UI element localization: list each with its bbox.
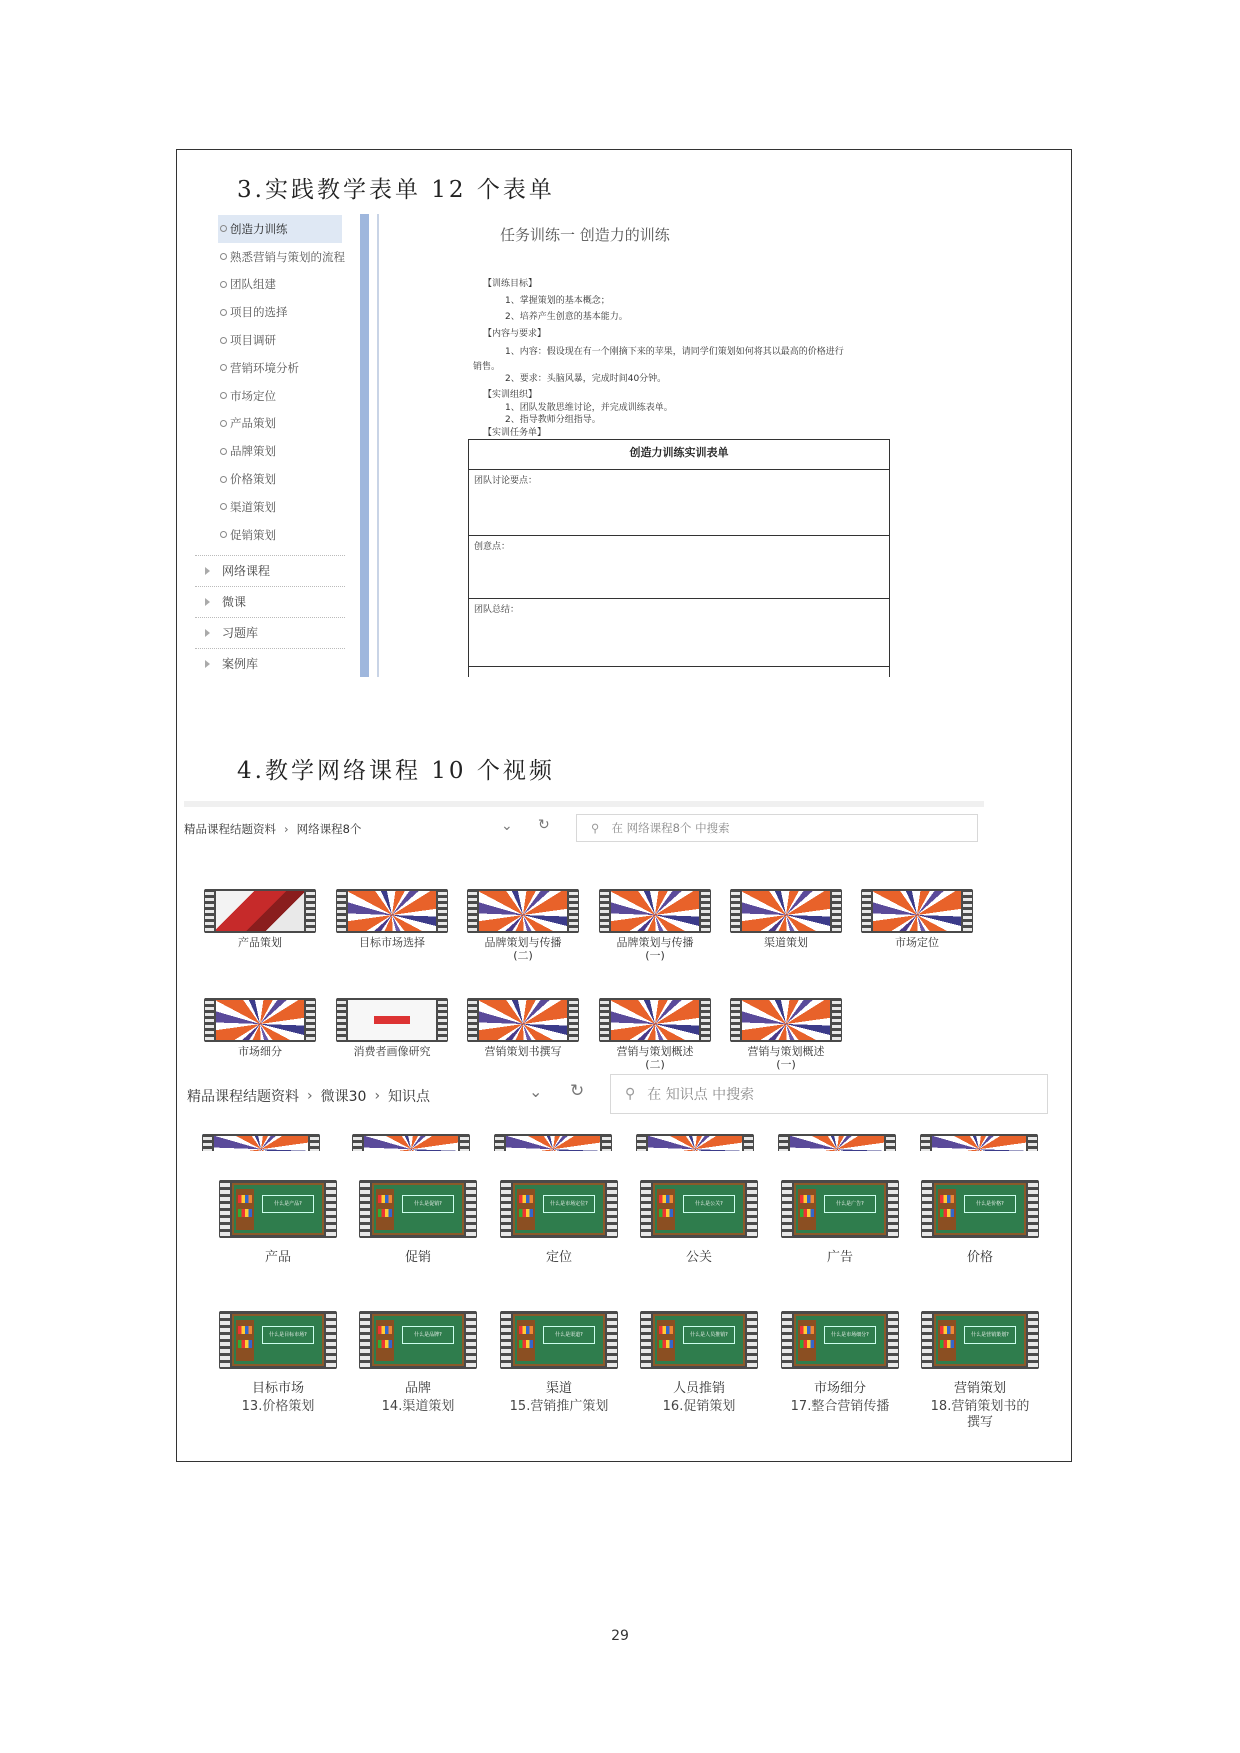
micro-lecture-video[interactable] xyxy=(359,1180,477,1265)
chalkboard-video-icon xyxy=(500,1311,618,1369)
video-thumbnail-partial[interactable] xyxy=(778,1134,896,1151)
video-label xyxy=(861,936,973,949)
video-file[interactable] xyxy=(730,998,842,1071)
bullet-icon xyxy=(220,392,227,399)
refresh-icon[interactable]: ↻ xyxy=(570,1081,585,1101)
video-label xyxy=(336,936,448,949)
sidebar-scrollbar[interactable] xyxy=(360,214,369,677)
breadcrumb-item[interactable]: 精品课程结题资料 xyxy=(187,1089,299,1105)
breadcrumb xyxy=(187,1086,430,1106)
form-row: 团队总结： xyxy=(469,598,889,666)
chalkboard-text: 什么是产品? xyxy=(262,1195,314,1213)
micro-lecture-video[interactable] xyxy=(500,1311,618,1396)
video-label-clipped: 14.渠道策划 xyxy=(381,1399,455,1414)
chalkboard-text: 什么是市场细分? xyxy=(824,1326,876,1344)
chalkboard-video-icon xyxy=(781,1311,899,1369)
sidebar-section-label: 习题库 xyxy=(222,626,259,641)
video-label-clipped: 17.整合营销传播 xyxy=(790,1399,890,1414)
video-label-clipped: 18.营销策划书的 xyxy=(930,1399,1030,1414)
micro-lecture-video[interactable] xyxy=(640,1180,758,1265)
sidebar-item[interactable] xyxy=(190,465,370,493)
video-thumbnail-icon xyxy=(204,889,316,933)
doc-line: 【内容与要求】 xyxy=(483,329,547,339)
expand-triangle-icon xyxy=(205,660,210,668)
video-file[interactable] xyxy=(730,889,842,949)
video-label xyxy=(467,1045,579,1058)
form-title: 创造力训练实训表单 xyxy=(629,446,729,459)
video-title: 营销与策划概述 xyxy=(747,1045,825,1058)
video-label: 公关 xyxy=(685,1250,712,1265)
bullet-icon xyxy=(220,476,227,483)
chalkboard-video-icon xyxy=(921,1311,1039,1369)
chalkboard-video-icon xyxy=(640,1180,758,1238)
sidebar-item[interactable] xyxy=(218,215,342,243)
sidebar-item-label: 熟悉营销与策划的流程 xyxy=(230,249,345,264)
video-thumbnail-partial[interactable] xyxy=(352,1134,470,1151)
sidebar-item-label: 项目调研 xyxy=(230,333,276,348)
breadcrumb-item[interactable]: 网络课程8个 xyxy=(296,822,362,836)
breadcrumb-item[interactable]: 知识点 xyxy=(388,1089,431,1105)
search-placeholder: 在 网络课程8个 中搜索 xyxy=(611,821,730,835)
chevron-down-icon[interactable]: ⌄ xyxy=(529,1082,543,1101)
video-title: 营销与策划概述 xyxy=(616,1045,694,1058)
video-file[interactable] xyxy=(467,998,579,1058)
sidebar-item[interactable] xyxy=(190,493,370,521)
video-label xyxy=(599,936,711,962)
chevron-down-icon[interactable]: ⌄ xyxy=(501,818,513,834)
video-file[interactable] xyxy=(599,889,711,962)
doc-line: 2、培养产生创意的基本能力。 xyxy=(505,312,628,322)
video-subtitle: (一) xyxy=(645,949,665,962)
micro-lecture-video[interactable] xyxy=(219,1311,337,1396)
course-sidebar xyxy=(190,215,370,679)
micro-lecture-video[interactable] xyxy=(640,1311,758,1396)
expand-triangle-icon xyxy=(205,598,210,606)
chalkboard-video-icon xyxy=(640,1311,758,1369)
video-label xyxy=(730,936,842,949)
video-thumbnail-icon xyxy=(204,998,316,1042)
video-label: 营销策划 xyxy=(953,1381,1006,1396)
video-label-clipped: 撰写 xyxy=(966,1415,993,1430)
video-label: 目标市场 xyxy=(251,1381,304,1396)
chalkboard-text: 什么是促销? xyxy=(402,1195,454,1213)
video-label: 产品 xyxy=(264,1250,291,1265)
training-form xyxy=(468,439,890,677)
doc-line: 1、掌握策划的基本概念； xyxy=(505,296,610,306)
micro-lecture-video[interactable] xyxy=(781,1180,899,1265)
video-thumbnail-icon xyxy=(730,998,842,1042)
chalkboard-text: 什么是人员推销? xyxy=(683,1326,735,1344)
video-subtitle: (一) xyxy=(776,1058,796,1071)
search-icon: ⚲ xyxy=(591,821,600,835)
video-thumbnail-partial[interactable] xyxy=(494,1134,612,1151)
sidebar-item[interactable] xyxy=(190,410,370,438)
search-input[interactable] xyxy=(576,814,978,842)
breadcrumb-item[interactable]: 精品课程结题资料 xyxy=(184,822,276,836)
video-file[interactable] xyxy=(336,889,448,949)
video-label: 广告 xyxy=(826,1250,853,1265)
expand-triangle-icon xyxy=(205,567,210,575)
video-title: 渠道策划 xyxy=(764,936,808,949)
form-row: 创意点： xyxy=(469,535,889,598)
micro-lecture-video[interactable] xyxy=(921,1311,1039,1396)
chalkboard-text: 什么是价格? xyxy=(964,1195,1016,1213)
sidebar-section[interactable] xyxy=(195,648,345,679)
video-title: 市场细分 xyxy=(238,1045,282,1058)
sidebar-item-label: 创造力训练 xyxy=(230,221,288,236)
bullet-icon xyxy=(220,253,227,260)
form-row: 团队讨论要点： xyxy=(469,469,889,535)
bullet-icon xyxy=(220,420,227,427)
video-label: 渠道 xyxy=(545,1381,572,1396)
video-label xyxy=(204,1045,316,1058)
doc-line: 2、要求：头脑风暴，完成时间40分钟。 xyxy=(505,374,667,384)
video-label xyxy=(467,936,579,962)
sidebar-item[interactable] xyxy=(190,354,370,382)
micro-lecture-video[interactable] xyxy=(219,1180,337,1265)
video-subtitle: (二) xyxy=(645,1058,665,1071)
bullet-icon xyxy=(220,448,227,455)
video-file[interactable] xyxy=(599,998,711,1071)
video-thumbnail-icon xyxy=(336,998,448,1042)
sidebar-item-label: 促销策划 xyxy=(230,527,276,542)
sidebar-item-label: 项目的选择 xyxy=(230,305,288,320)
doc-line: 【训练目标】 xyxy=(483,279,538,289)
chalkboard-video-icon xyxy=(500,1180,618,1238)
doc-line: 1、团队发散思维讨论，并完成训练表单。 xyxy=(505,403,673,413)
bullet-icon xyxy=(220,364,227,371)
refresh-icon[interactable]: ↻ xyxy=(538,817,550,833)
divider xyxy=(377,214,379,677)
chevron-right-icon: › xyxy=(307,1088,313,1104)
chalkboard-text: 什么是市场定位? xyxy=(543,1195,595,1213)
sidebar-item-label: 品牌策划 xyxy=(230,444,276,459)
video-label xyxy=(599,1045,711,1071)
bullet-icon xyxy=(220,503,227,510)
sidebar-item-label: 团队组建 xyxy=(230,277,276,292)
video-file[interactable] xyxy=(204,998,316,1058)
chalkboard-text: 什么是渠道? xyxy=(543,1326,595,1344)
video-file[interactable] xyxy=(204,889,316,949)
explorer-toolbar-strip xyxy=(184,801,984,807)
chalkboard-video-icon xyxy=(359,1180,477,1238)
video-label: 品牌 xyxy=(404,1381,431,1396)
doc-line: 【实训任务单】 xyxy=(483,428,547,438)
video-label: 价格 xyxy=(966,1250,993,1265)
chalkboard-text: 什么是品牌? xyxy=(402,1326,454,1344)
sidebar-item-label: 营销环境分析 xyxy=(230,360,299,375)
video-thumbnail-icon xyxy=(861,889,973,933)
video-thumbnail-icon xyxy=(730,889,842,933)
video-file[interactable] xyxy=(467,889,579,962)
video-file[interactable] xyxy=(861,889,973,949)
micro-lecture-video[interactable] xyxy=(781,1311,899,1396)
section3-title: 3.实践教学表单 12 个表单 xyxy=(237,177,555,203)
chevron-right-icon: › xyxy=(284,822,289,836)
video-title: 品牌策划与传播 xyxy=(616,936,694,949)
micro-lecture-video[interactable] xyxy=(921,1180,1039,1265)
sidebar-section[interactable] xyxy=(195,617,345,648)
expand-triangle-icon xyxy=(205,629,210,637)
search-placeholder: 在 知识点 中搜索 xyxy=(647,1087,755,1103)
video-label: 人员推销 xyxy=(672,1381,725,1396)
bullet-icon xyxy=(220,531,227,538)
bullet-icon xyxy=(220,337,227,344)
sidebar-item[interactable] xyxy=(190,521,370,549)
micro-lecture-video[interactable] xyxy=(500,1180,618,1265)
video-title: 消费者画像研究 xyxy=(353,1045,431,1058)
breadcrumb-item[interactable]: 微课30 xyxy=(320,1089,367,1105)
doc-title: 任务训练一 创造力的训练 xyxy=(500,226,670,244)
sidebar-item-label: 渠道策划 xyxy=(230,499,276,514)
video-title: 目标市场选择 xyxy=(359,936,425,949)
video-label: 市场细分 xyxy=(813,1381,866,1396)
sidebar-item[interactable] xyxy=(190,326,370,354)
video-subtitle: (二) xyxy=(513,949,533,962)
sidebar-section[interactable] xyxy=(195,586,345,617)
page-number: 29 xyxy=(611,1628,629,1644)
doc-line: 2、指导教师分组指导。 xyxy=(505,415,601,425)
doc-line: 1、内容：假设现在有一个刚摘下来的苹果，请同学们策划如何将其以最高的价格进行 xyxy=(505,347,844,357)
video-title: 市场定位 xyxy=(895,936,939,949)
video-label: 定位 xyxy=(545,1250,572,1265)
video-label-clipped: 13.价格策划 xyxy=(241,1399,315,1414)
sidebar-section-label: 网络课程 xyxy=(222,564,271,579)
video-label xyxy=(204,936,316,949)
micro-lecture-video[interactable] xyxy=(359,1311,477,1396)
sidebar-item[interactable] xyxy=(190,271,370,299)
video-thumbnail-partial[interactable] xyxy=(636,1134,754,1151)
sidebar-item[interactable] xyxy=(190,243,370,271)
chalkboard-text: 什么是营销策划? xyxy=(964,1326,1016,1344)
chevron-right-icon: › xyxy=(374,1088,381,1104)
video-label xyxy=(336,1045,448,1058)
video-label: 促销 xyxy=(404,1250,431,1265)
video-label-clipped: 16.促销策划 xyxy=(662,1399,736,1414)
chalkboard-video-icon xyxy=(359,1311,477,1369)
sidebar-item-label: 价格策划 xyxy=(230,472,276,487)
doc-line: 销售。 xyxy=(473,362,501,372)
form-row xyxy=(469,666,889,678)
video-thumbnail-icon xyxy=(599,889,711,933)
search-input[interactable] xyxy=(610,1074,1048,1114)
sidebar-item-label: 产品策划 xyxy=(230,416,276,431)
section4-title: 4.教学网络课程 10 个视频 xyxy=(237,758,555,784)
sidebar-item[interactable] xyxy=(190,382,370,410)
video-thumbnail-icon xyxy=(467,998,579,1042)
video-file[interactable] xyxy=(336,998,448,1058)
chalkboard-video-icon xyxy=(219,1311,337,1369)
bullet-icon xyxy=(220,281,227,288)
sidebar-section-label: 微课 xyxy=(222,595,247,610)
video-title: 营销策划书撰写 xyxy=(484,1045,562,1058)
doc-line: 【实训组织】 xyxy=(483,390,538,400)
bullet-icon xyxy=(220,309,227,316)
search-icon: ⚲ xyxy=(625,1086,636,1102)
bullet-icon xyxy=(220,225,227,232)
chalkboard-video-icon xyxy=(781,1180,899,1238)
video-title: 产品策划 xyxy=(238,936,282,949)
chalkboard-video-icon xyxy=(219,1180,337,1238)
chalkboard-text: 什么是广告? xyxy=(824,1195,876,1213)
video-label-clipped: 15.营销推广策划 xyxy=(509,1399,609,1414)
chalkboard-video-icon xyxy=(921,1180,1039,1238)
video-thumbnail-icon xyxy=(599,998,711,1042)
video-thumbnail-partial[interactable] xyxy=(920,1134,1038,1151)
breadcrumb xyxy=(184,821,361,837)
sidebar-item[interactable] xyxy=(190,437,370,465)
video-thumbnail-icon xyxy=(467,889,579,933)
sidebar-section-label: 案例库 xyxy=(222,657,259,672)
chalkboard-text: 什么是公关? xyxy=(683,1195,735,1213)
sidebar-item-label: 市场定位 xyxy=(230,388,276,403)
video-title: 品牌策划与传播 xyxy=(484,936,562,949)
sidebar-item[interactable] xyxy=(190,298,370,326)
video-thumbnail-partial[interactable] xyxy=(202,1134,320,1151)
video-label xyxy=(730,1045,842,1071)
sidebar-section[interactable] xyxy=(195,555,345,586)
video-thumbnail-icon xyxy=(336,889,448,933)
chalkboard-text: 什么是目标市场? xyxy=(262,1326,314,1344)
